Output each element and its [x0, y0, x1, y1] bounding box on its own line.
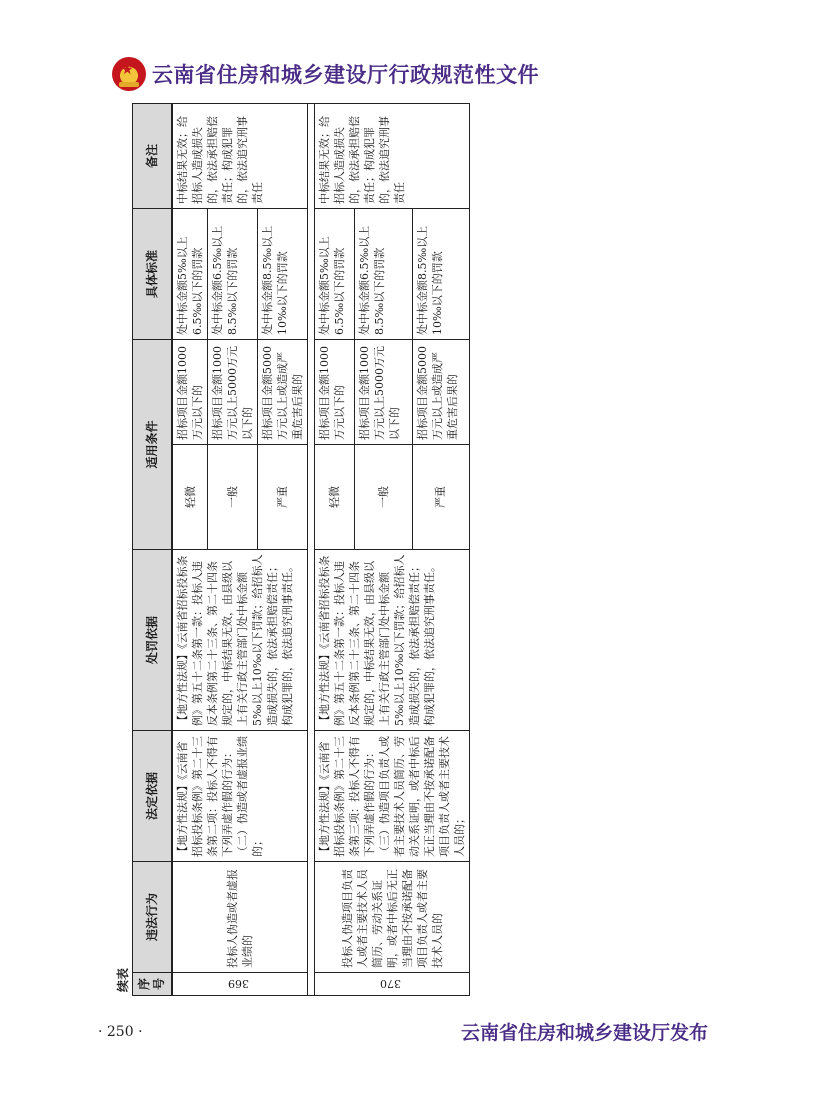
row-behavior: 投标人伪造或者虚报业绩的	[173, 862, 308, 973]
level-standard: 处中标金额8.5‰以上10‰以下的罚款	[258, 209, 308, 340]
level-label: 严重	[258, 445, 308, 550]
row-behavior: 投标人伪造项目负责人或者主要技术人员简历、劳动关系证明，或者中标后无正当理由不按承诺配备项目负责人或者主要技术人员的	[315, 862, 470, 973]
header-conditions: 适用条件	[133, 340, 172, 550]
level-standard: 处中标金额5‰以上6.5‰以下的罚款	[315, 209, 355, 340]
header-legal-basis: 法定依据	[133, 731, 172, 862]
header-standard: 具体标准	[133, 209, 172, 340]
row-separator	[308, 104, 315, 996]
header-behavior: 违法行为	[133, 862, 172, 973]
level-label: 轻微	[315, 445, 355, 550]
row-note: 中标结果无效；给招标人造成损失的，依法承担赔偿责任；构成犯罪的，依法追究刑事责任	[173, 104, 308, 209]
level-label: 一般	[355, 445, 412, 550]
level-condition: 招标项目金额1000万元以上5000万元以下的	[208, 340, 258, 445]
row-seq: 370	[315, 973, 470, 996]
level-label: 严重	[412, 445, 469, 550]
level-condition: 招标项目金额1000万元以上5000万元以下的	[355, 340, 412, 445]
level-standard: 处中标金额6.5‰以上8.5‰以下的罚款	[208, 209, 258, 340]
row-note: 中标结果无效；给招标人造成损失的，依法承担赔偿责任；构成犯罪的，依法追究刑事责任	[315, 104, 470, 209]
header-penalty-basis: 处罚依据	[133, 550, 172, 731]
level-standard: 处中标金额8.5‰以上10‰以下的罚款	[412, 209, 469, 340]
level-condition: 招标项目金额5000万元以上或造成严重危害后果的	[412, 340, 469, 445]
level-label: 轻微	[173, 445, 208, 550]
footer-publisher: 云南省住房和城乡建设厅发布	[460, 1022, 708, 1044]
row-legal-basis: 【地方性法规】《云南省招标投标条例》第二十三条第三项：投标人不得有下列弄虚作假的行为：（三）伪造项目负责人或者主要技术人员简历、劳动关系证明，或者中标后无正当理由不按承诺配备项目负责人或者主要技术人员的；	[315, 731, 470, 862]
continued-label: 续表	[116, 967, 130, 992]
level-standard: 处中标金额5‰以上6.5‰以下的罚款	[173, 209, 208, 340]
level-condition: 招标项目金额5000万元以上或造成严重危害后果的	[258, 340, 308, 445]
row-penalty-basis: 【地方性法规】《云南省招标投标条例》第五十二条第一款：投标人违反本条例第二十三条、第二十四条规定的，中标结果无效，由县级以上有关行政主管部门处中标金额5‰以上10‰以下罚款；给招标人造成损失的，依法承担赔偿责任；构成犯罪的，依法追究刑事责任。	[173, 550, 308, 731]
header-note: 备注	[133, 104, 172, 209]
level-standard: 处中标金额6.5‰以上8.5‰以下的罚款	[355, 209, 412, 340]
level-condition: 招标项目金额1000万元以下的	[173, 340, 208, 445]
penalty-table	[132, 103, 470, 996]
level-condition: 招标项目金额1000万元以下的	[315, 340, 355, 445]
table-header-row	[133, 104, 172, 996]
rotated-content	[112, 103, 590, 996]
rotated-table-area	[112, 103, 590, 996]
table-row	[315, 104, 355, 996]
page-header	[112, 54, 539, 94]
row-penalty-basis: 【地方性法规】《云南省招标投标条例》第五十二条第一款：投标人违反本条例第二十三条、第二十四条规定的，中标结果无效，由县级以上有关行政主管部门处中标金额5‰以上10‰以下罚款；给招标人造成损失的，依法承担赔偿责任；构成犯罪的，依法追究刑事责任。	[315, 550, 470, 731]
row-legal-basis: 【地方性法规】《云南省招标投标条例》第二十三条第二项：投标人不得有下列弄虚作假的行为：（二）伪造或者虚报业绩的；	[173, 731, 308, 862]
header-seq: 序号	[133, 973, 172, 996]
page-number: · 250 ·	[98, 1024, 143, 1040]
header-title: 云南省住房和城乡建设厅行政规范性文件	[152, 63, 539, 87]
level-label: 一般	[208, 445, 258, 550]
national-emblem-icon	[112, 57, 146, 91]
row-seq: 369	[173, 973, 308, 996]
table-row	[173, 104, 208, 996]
